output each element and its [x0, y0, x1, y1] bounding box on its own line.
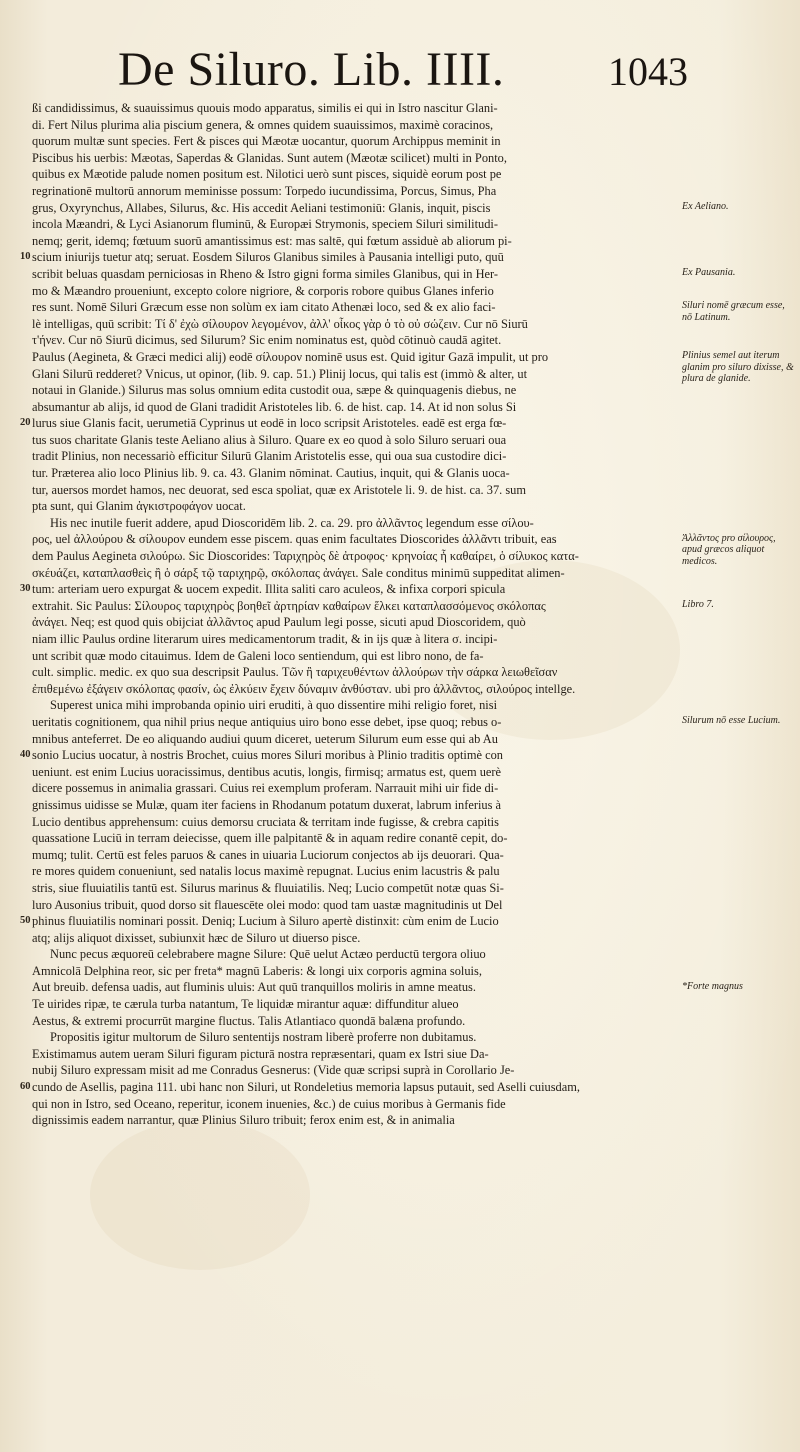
- text-line: [32, 498, 682, 515]
- line-text: Aestus, & extremi procurrūt margine fluctus. Talis Atlantiaco quondā balæna profundo.: [32, 1013, 466, 1028]
- line-text: Glani Silurū redderet? Vnicus, ut opinor, (lib. 9. cap. 51.) Plinij locus, qui talis est (immò & alter, ut: [32, 366, 528, 381]
- line-text: niam illic Paulus ordine literarum uires medicamentorum tradit, & in ijs quæ à litera σ. incipi-: [32, 632, 498, 646]
- margin-note: Plinius semel aut iterum glanim pro siluro dixisse, & plura de glanide.: [682, 350, 794, 384]
- line-text: gnissimus uidisse se Mulæ, quam iter faciens in Rhodanum potatum duxerat, labrum inferius à: [32, 797, 502, 812]
- text-line: [32, 1112, 682, 1129]
- text-line: [32, 979, 682, 996]
- line-text: lè intelligas, quū scribit: Τί δ' ἐχὼ σίλουρον λεγομένον, ἀλλ' οἶκος γὰρ ὁ τὸ οὐ σώζειν. Cur nō Siurū: [32, 316, 528, 331]
- line-text: Nunc pecus æquoreū celebrabere magne Silure: Quē uelut Actæo perductū tergora oliuo: [50, 947, 486, 962]
- line-text: ἐπιθεμένω ἐξάγειν σκόλοπας φασίν, ὡς ἐλκύειν ἔχειν δύναμιν ἀνθύσταν. ubi pro ἀλλᾶντος, σιλούρος intellge.: [32, 681, 576, 696]
- text-line: [32, 382, 682, 399]
- line-text: nubij Siluro expressam misit ad me Conradus Gesnerus: (Vide quæ scripsi suprà in Corollario Je-: [32, 1063, 515, 1078]
- page-number: 1043: [608, 49, 688, 94]
- line-text: Existimamus autem ueram Siluri figuram picturā nostra repræsentari, quam ex Istri siue Da-: [32, 1046, 489, 1061]
- line-text: Amnicolā Delphina reor, sic per freta* magnū Laberis: & longi uix corporis agmina soluis,: [32, 963, 482, 978]
- text-line: [32, 399, 682, 416]
- line-text: quorum multæ sunt species. Fert & pisces qui Mæotæ uocantur, quorum Archippus meminit in: [32, 134, 501, 149]
- text-line: [32, 133, 682, 150]
- line-text: dem Paulus Aegineta σιλούρω. Sic Dioscorides: Ταριχηρὸς δὲ ἀτροφος· κρηνοίας ἧ καθαίρει, ὁ σίλυκος κατα-: [32, 549, 579, 564]
- margin-note: Ἀλλᾶντος pro σίλουρος, apud græcos aliquot medicos.: [682, 532, 776, 567]
- line-text: lurus siue Glanis facit, uerumetiā Cyprinus ut eodē in loco scripsit Aristoteles. eadē est erga fœ-: [32, 416, 507, 431]
- text-line: [32, 780, 682, 797]
- line-text: nemq; gerit, idemq; fœtuum suorū amantissimus est: mas saltē, qui fœtum assiduè ab aliorum pi-: [32, 233, 512, 248]
- text-line: [32, 200, 682, 217]
- text-line: [20, 913, 682, 930]
- text-line: [32, 830, 682, 847]
- text-line: [32, 1029, 682, 1046]
- margin-note: Ex Pausania.: [682, 267, 736, 278]
- text-line: [32, 614, 682, 631]
- line-text: ßi candidissimus, & suauissimus quouis modo apparatus, similis ei qui in Istro nascitur Glani-: [32, 101, 498, 115]
- line-text: cult. simplic. medic. ex quo sua descripsit Paulus. Τῶν ἢ ταριχευθέντων ἀλλούρων τὴν σάρκα λειωθεῖσαν: [32, 665, 558, 680]
- text-line: [32, 863, 682, 880]
- line-number: 20: [20, 417, 31, 429]
- text-line: [32, 598, 682, 615]
- line-text: cundo de Asellis, pagina 111. ubi hanc non Siluri, ut Rondeletius memoria lapsus putauit, sed Aselli cuiusdam,: [32, 1080, 580, 1095]
- text-line: [32, 731, 682, 748]
- paper-stain: [90, 1120, 310, 1270]
- line-text: mo & Mæandro proueniunt, excepto colore nigriore, & corporis robore quibus Glanes inferio: [32, 283, 494, 298]
- text-line: [32, 100, 682, 117]
- line-text: tum: arteriam uero expurgat & uocem expedit. Illita saliti caro aculeos, & infixa corpori spicula: [32, 582, 506, 597]
- text-line: [32, 283, 682, 300]
- text-line: [20, 581, 682, 598]
- line-number: 40: [20, 749, 31, 761]
- text-line: [32, 697, 682, 714]
- text-line: [20, 1079, 682, 1096]
- line-text: re mores quidem conueniunt, sed natalis locus maximè repugnat. Lucius enim lacustris & palu: [32, 864, 500, 879]
- text-line: [32, 664, 682, 681]
- line-text: Lucio dentibus apprehensum: cuius demorsu cruciata & territam inde fugisse, & crebra capitis: [32, 814, 499, 829]
- text-line: [32, 266, 682, 283]
- line-text: extrahit. Sic Paulus: Σίλουρος ταριχηρὸς βοηθεῖ ἀρτηρίαν καθαίρων ἕλκει καταπλασσόμενος σκόλοπας: [32, 598, 546, 613]
- line-text: notaui in Glanide.) Silurus mas solus omnium edita custodit oua, sæpe & quinquagenis diebus, ne: [32, 383, 517, 398]
- line-text: tur, auersos mordet hamos, nec deuorat, sed esca spoliat, quæ ex Aristotele li. 9. de hist. ca. 37. sum: [32, 482, 526, 497]
- text-line: [32, 648, 682, 665]
- text-line: [32, 880, 682, 897]
- line-text: Superest unica mihi improbanda opinio uiri eruditi, à quo dissentire mihi religio foret, nisi: [50, 698, 498, 713]
- line-text: unt scribit quæ modo citauimus. Idem de Galeni loco sentiendum, qui est libro nono, de fa-: [32, 648, 484, 663]
- line-text: mnibus anteferret. De eo aliquando audiui quum diceret, ueterum Silurum eum esse qui ab Au: [32, 731, 498, 746]
- line-text: σκέυάζει, καταπλασθεὶς ἢ ὁ σάρξ τῷ ταριχηρῷ, σκόλοπας ἀνάγει. Sale conditus minimū suppeditat alimen-: [32, 565, 565, 580]
- line-text: regrinationē multorū annorum meminisse possum: Torpedo iucundissima, Porcus, Simus, Pha: [32, 183, 497, 198]
- text-line: [32, 1046, 682, 1063]
- line-number: 60: [20, 1081, 31, 1093]
- line-text: sonio Lucius uocatur, à nostris Brochet, cuius mores Siluri moribus à Plinio traditis optimè con: [32, 748, 503, 763]
- line-text: luro Ausonius tribuit, quod dorso sit flauescēte olei modo: quod tam uastæ magnitudinis ut Del: [32, 897, 503, 912]
- margin-note: Silurum nō esse Lucium.: [682, 715, 781, 727]
- text-line: [32, 216, 682, 233]
- line-text: tus suos charitate Glanis teste Aeliano alius à Siluro. Quare ex eo quod à solo Siluro seruari oua: [32, 432, 507, 447]
- line-number: 30: [20, 583, 31, 595]
- line-text: ueritatis cognitionem, qua nihil prius neque antiquius uiro bono esse debet, ipse quoq; rebus o-: [32, 714, 502, 729]
- text-line: [32, 166, 682, 183]
- text-line: [32, 183, 682, 200]
- text-line: [20, 249, 682, 266]
- line-text: scium iniurijs tuetur atq; seruat. Eosdem Siluros Glanibus similes à Pausania intelligi puto, quū: [32, 250, 504, 265]
- text-line: [32, 1062, 682, 1079]
- text-line: [32, 482, 682, 499]
- line-text: tradit Plinius, non necessariò efficitur Silurū Glanim Aristotelis esse, qui oua sua custodire dici-: [32, 449, 507, 464]
- line-text: ueniunt. est enim Lucius uoracissimus, dentibus acutis, longis, firmisq; armatus est, quem uerè: [32, 764, 502, 779]
- line-text: absumantur ab alijs, id quod de Glani tradidit Aristoteles lib. 6. de hist. cap. 14. At id non solus Si: [32, 399, 517, 414]
- text-line: [32, 930, 682, 947]
- line-text: Paulus (Aegineta, & Græci medici alij) eodē σίλουρον nominē usus est. Quid igitur Gazā impulit, ut pro: [32, 349, 549, 364]
- text-line: [32, 565, 682, 582]
- line-text: mumq; tulit. Certū est feles paruos & canes in uiuaria Luciorum conjectos ab ijs deuorari. Qua-: [32, 847, 504, 862]
- text-line: [32, 963, 682, 980]
- text-line: [32, 1096, 682, 1113]
- line-text: Piscibus his uerbis: Mæotas, Saperdas & Glanidas. Sunt autem (Mæotæ scilicet) multi in Ponto,: [32, 150, 507, 165]
- margin-note: *Forte magnus: [682, 980, 743, 992]
- text-line: [32, 814, 682, 831]
- running-title: De Siluro. Lib. IIII.: [118, 43, 505, 96]
- line-text: di. Fert Nilus plurima alia piscium genera, & omnes quidem suauissimos, maximè coracinos,: [32, 117, 494, 132]
- line-text: stris, siue fluuiatilis tantū est. Silurus marinus & fluuiatilis. Neq; Lucio competūt notæ quas Si-: [32, 880, 504, 895]
- text-line: [32, 432, 682, 449]
- line-text: Aut breuib. defensa uadis, aut fluminis uluis: Aut quū tranquillos moliris in amne meatus.: [32, 980, 476, 995]
- text-line: [32, 117, 682, 134]
- text-line: [32, 764, 682, 781]
- line-number: 10: [20, 251, 31, 263]
- line-text: tur. Præterea alio loco Plinius lib. 9. ca. 43. Glanim nōminat. Cautius, inquit, qui & Glanis uoca-: [32, 466, 510, 481]
- text-line: [32, 996, 682, 1013]
- text-line: [32, 714, 682, 731]
- text-line: [32, 1013, 682, 1030]
- line-text: scribit beluas quasdam perniciosas in Rheno & Istro gigni forma similes Glanibus, qui in Her-: [32, 266, 499, 281]
- line-text: atq; alijs aliquot dixisset, subiunxit hæc de Siluro ut diuerso pisce.: [32, 930, 361, 945]
- text-line: [32, 349, 682, 366]
- line-text: phinus fluuiatilis nominari possit. Deniq; Lucium à Siluro apertè distinxit: cùm enim de Lucio: [32, 914, 499, 929]
- text-line: [32, 515, 682, 532]
- line-text: dicere possemus in animalia grassari. Cuius rei exemplum proferam. Narrauit mihi uir fide di-: [32, 781, 499, 796]
- text-line: [32, 797, 682, 814]
- main-text-column: [20, 100, 682, 1129]
- line-text: τ'ήνεν. Cur nō Siurū dicimus, sed Silurum? Sic enim nominatus est, quòd cōtinuò caudā agitet.: [32, 333, 502, 348]
- margin-note: Siluri nomē græcum esse, nō Latinum.: [682, 300, 785, 323]
- text-line: [32, 847, 682, 864]
- text-line: [32, 946, 682, 963]
- line-text: incola Mæandri, & Lyci Asianorum fluminū, & Europæi Strymonis, speciem Siluri similitudi-: [32, 217, 498, 232]
- line-number: 50: [20, 915, 31, 927]
- text-line: [32, 531, 682, 548]
- text-line: [32, 299, 682, 316]
- text-line: [32, 681, 682, 698]
- line-text: ἀνάγει. Neq; est quod quis obijciat ἀλλᾶντος apud Paulum legi posse, sicuti apud Dioscoridem, quò: [32, 615, 526, 630]
- line-text: qui non in Istro, sed Oceano, reperitur, iconem inuenies, &c.) de cuius moribus à Germanis fide: [32, 1096, 506, 1111]
- line-text: ρος, uel ἀλλούρου & σίλουρον eundem esse piscem. quas enim facultates Dioscorides ἀλλᾶντι tribuit, eas: [32, 532, 557, 547]
- line-text: Propositis igitur multorum de Siluro sententijs nostram liberè proferre non dubitamus.: [50, 1030, 477, 1045]
- line-text: quassatione Luciū in terram deiecisse, quem ille palpitantē & in aquam redire conantē cepit, do-: [32, 831, 508, 846]
- text-line: [32, 233, 682, 250]
- margin-note: Libro 7.: [682, 599, 714, 610]
- text-line: [20, 747, 682, 764]
- text-line: [32, 332, 682, 349]
- text-line: [32, 548, 682, 565]
- text-line: [32, 448, 682, 465]
- line-text: res sunt. Nomē Siluri Græcum esse non solùm ex iam citato Athenæi loco, sed & ex alio faci-: [32, 300, 496, 315]
- text-line: [32, 366, 682, 383]
- text-line: [20, 415, 682, 432]
- text-line: [32, 316, 682, 333]
- text-line: [32, 631, 682, 648]
- page-header: [118, 42, 688, 102]
- text-line: [32, 897, 682, 914]
- line-text: His nec inutile fuerit addere, apud Dioscoridēm lib. 2. ca. 29. pro ἀλλᾶντος legendum esse σίλου-: [50, 515, 534, 530]
- line-text: Te uirides ripæ, te cærula turba natantum, Te liquidæ mirantur aquæ: diffunditur alueo: [32, 997, 459, 1012]
- text-line: [32, 150, 682, 167]
- text-line: [32, 465, 682, 482]
- line-text: pta sunt, qui Glanim ἀγκιστροφάγον uocat.: [32, 499, 246, 514]
- line-text: dignissimis eadem narrantur, quæ Plinius Siluro tribuit; ferox enim est, & in animalia: [32, 1113, 455, 1128]
- line-text: grus, Oxyrynchus, Allabes, Silurus, &c. His accedit Aeliani testimoniū: Glanis, inquit, piscis: [32, 200, 491, 215]
- margin-note: Ex Aeliano.: [682, 200, 729, 212]
- line-text: quibus ex Mæotide palude nomen positum est. Nilotici uerò sunt pisces, siquidè eorum post pe: [32, 167, 502, 182]
